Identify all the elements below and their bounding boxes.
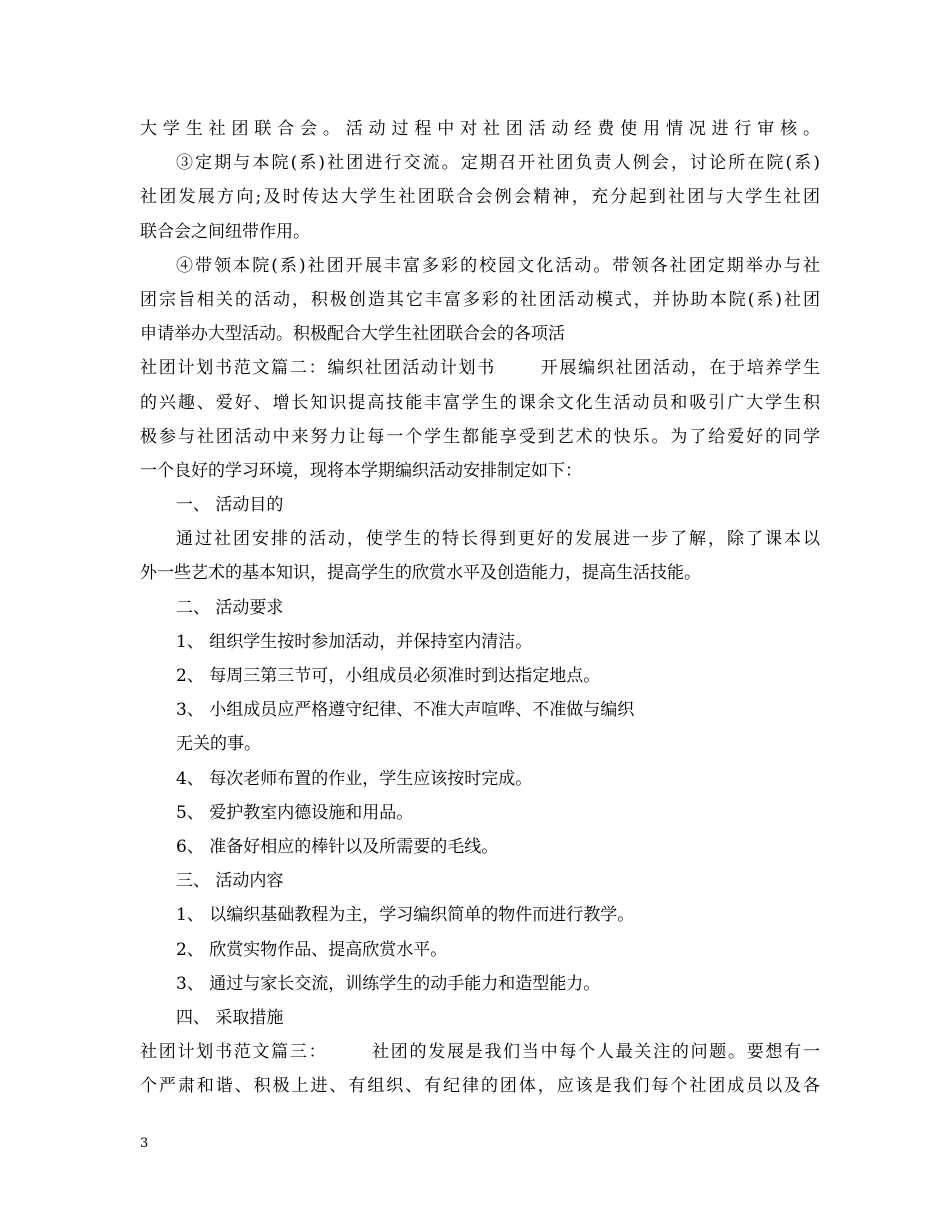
text-line: 一个良好的学习环境，现将本学期编织活动安排制定如下：	[140, 460, 582, 481]
text-line: 外一些艺术的基本知识，提高学生的欣赏水平及创造能力，提高生活技能。	[140, 563, 701, 584]
text-line: 个严肃和谐、积极上进、有组织、有纪律的团体，应该是我们每个社团成员以及各	[140, 1076, 820, 1097]
text-line: 大学生社团联合会。活动过程中对社团活动经费使用情况进行审核。	[140, 119, 820, 139]
text-line: 社团计划书范文篇三： 社团的发展是我们当中每个人最关注的问题。要想有一	[140, 1042, 820, 1063]
text-line: ④带领本院(系)社团开展丰富多彩的校园文化活动。带领各社团定期举办与社	[176, 255, 820, 276]
text-line: 极参与社团活动中来努力让每一个学生都能享受到艺术的快乐。为了给爱好的同学	[140, 426, 820, 447]
text-line: ③定期与本院(系)社团进行交流。定期召开社团负责人例会，讨论所在院(系)	[176, 153, 820, 174]
section-heading: 二、 活动要求	[176, 597, 284, 618]
list-item-continuation: 无关的事。	[176, 734, 261, 755]
page-number: 3	[140, 1136, 149, 1151]
list-item: 6、 准备好相应的棒针以及所需要的毛线。	[176, 836, 499, 857]
text-line: 社团发展方向;及时传达大学生社团联合会例会精神，充分起到社团与大学生社团	[140, 187, 820, 208]
list-item: 1、 以编织基础教程为主，学习编织简单的物件而进行教学。	[176, 905, 635, 926]
list-item: 2、 每周三第三节可，小组成员必须准时到达指定地点。	[176, 666, 601, 686]
body-text	[140, 112, 820, 1103]
section-heading: 四、 采取措施	[176, 1007, 284, 1028]
text-line: 通过社团安排的活动，使学生的特长得到更好的发展进一步了解，除了课本以	[176, 529, 820, 550]
text-line: 联合会之间纽带作用。	[140, 221, 310, 242]
text-line: 社团计划书范文篇二：编织社团活动计划书 开展编织社团活动，在于培养学生	[140, 358, 820, 379]
list-item: 2、 欣赏实物作品、提高欣赏水平。	[176, 939, 448, 960]
list-item: 4、 每次老师布置的作业，学生应该按时完成。	[176, 768, 533, 789]
list-item: 3、 通过与家长交流，训练学生的动手能力和造型能力。	[176, 973, 601, 994]
list-item: 3、 小组成员应严格遵守纪律、不准大声喧哗、不准做与编织	[176, 700, 635, 721]
text-line: 的兴趣、爱好、增长知识提高技能丰富学生的课余文化生活动员和吸引广大学生积	[140, 392, 820, 413]
section-heading: 一、 活动目的	[176, 495, 284, 516]
text-line: 申请举办大型活动。积极配合大学生社团联合会的各项活	[140, 324, 565, 345]
list-item: 1、 组织学生按时参加活动，并保持室内清洁。	[176, 631, 533, 652]
text-line: 团宗旨相关的活动，积极创造其它丰富多彩的社团活动模式，并协助本院(系)社团	[140, 289, 820, 310]
section-heading: 三、 活动内容	[176, 871, 284, 892]
list-item: 5、 爱护教室内德设施和用品。	[176, 802, 414, 823]
